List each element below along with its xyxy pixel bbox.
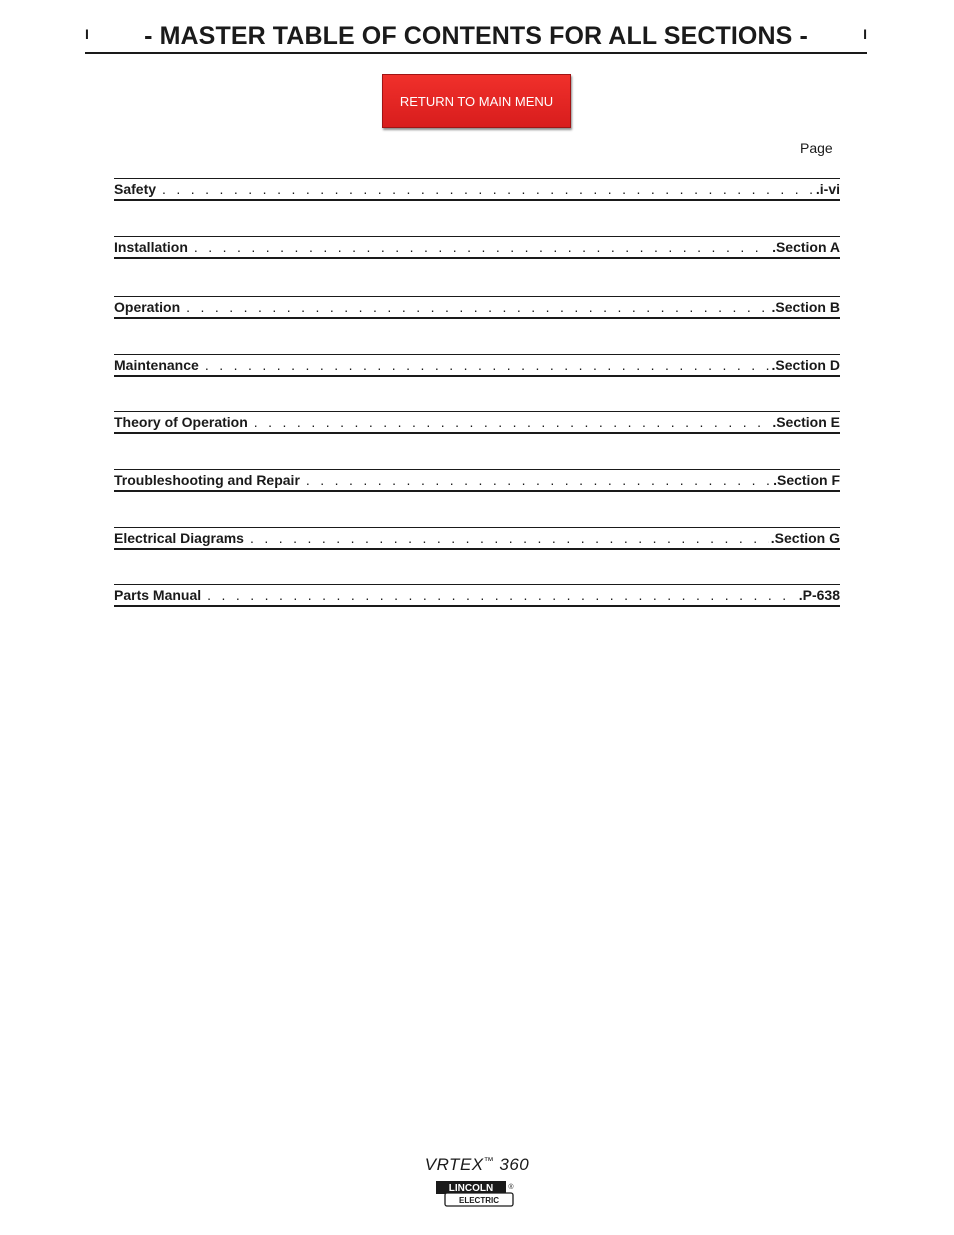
dot-leader [254, 414, 771, 430]
toc-label: Operation [114, 299, 181, 315]
lincoln-electric-logo-icon [435, 1180, 515, 1208]
toc-label: Installation [114, 239, 188, 255]
toc-page: .Section D [771, 357, 840, 373]
svg-text:ELECTRIC: ELECTRIC [459, 1196, 499, 1205]
toc-row-maintenance[interactable] [114, 354, 840, 377]
toc-label: Maintenance [114, 357, 199, 373]
toc-label: Theory of Operation [114, 414, 248, 430]
dot-leader [250, 530, 769, 546]
toc-page: .i-vi [815, 181, 840, 197]
dot-leader [207, 587, 797, 603]
dot-leader [306, 472, 771, 488]
toc-row-electrical-diagrams[interactable] [114, 527, 840, 550]
model-name: VRTEX™ 360 [424, 1155, 530, 1174]
toc-row-safety[interactable] [114, 178, 840, 201]
toc-page: .P-638 [798, 587, 840, 603]
toc-row-troubleshooting[interactable] [114, 469, 840, 492]
page-column-label: Page [800, 140, 833, 156]
toc-row-operation[interactable] [114, 296, 840, 319]
dot-leader [186, 299, 769, 315]
toc-row-parts-manual[interactable] [114, 584, 840, 607]
toc-label: Electrical Diagrams [114, 530, 244, 546]
svg-text:LINCOLN: LINCOLN [448, 1183, 494, 1194]
toc-page: .Section B [771, 299, 840, 315]
page-footer [0, 1155, 954, 1205]
dot-leader [194, 239, 770, 255]
svg-text:®: ® [508, 1184, 514, 1191]
toc-page: .Section F [773, 472, 840, 488]
return-to-main-menu-button[interactable]: RETURN TO MAIN MENU [382, 74, 571, 128]
page-title: - MASTER TABLE OF CONTENTS FOR ALL SECTIONS - [144, 22, 808, 50]
toc-label: Troubleshooting and Repair [114, 472, 300, 488]
toc-row-theory-of-operation[interactable] [114, 411, 840, 434]
page-marker-right: I [863, 26, 867, 42]
toc-label: Safety [114, 181, 157, 197]
page-header [85, 22, 867, 54]
toc-page: .Section E [772, 414, 840, 430]
page-marker-left: I [85, 26, 89, 42]
dot-leader [162, 181, 814, 197]
dot-leader [205, 357, 770, 373]
toc-row-installation[interactable] [114, 236, 840, 259]
toc-page: .Section A [772, 239, 840, 255]
toc-label: Parts Manual [114, 587, 202, 603]
toc-page: .Section G [770, 530, 840, 546]
